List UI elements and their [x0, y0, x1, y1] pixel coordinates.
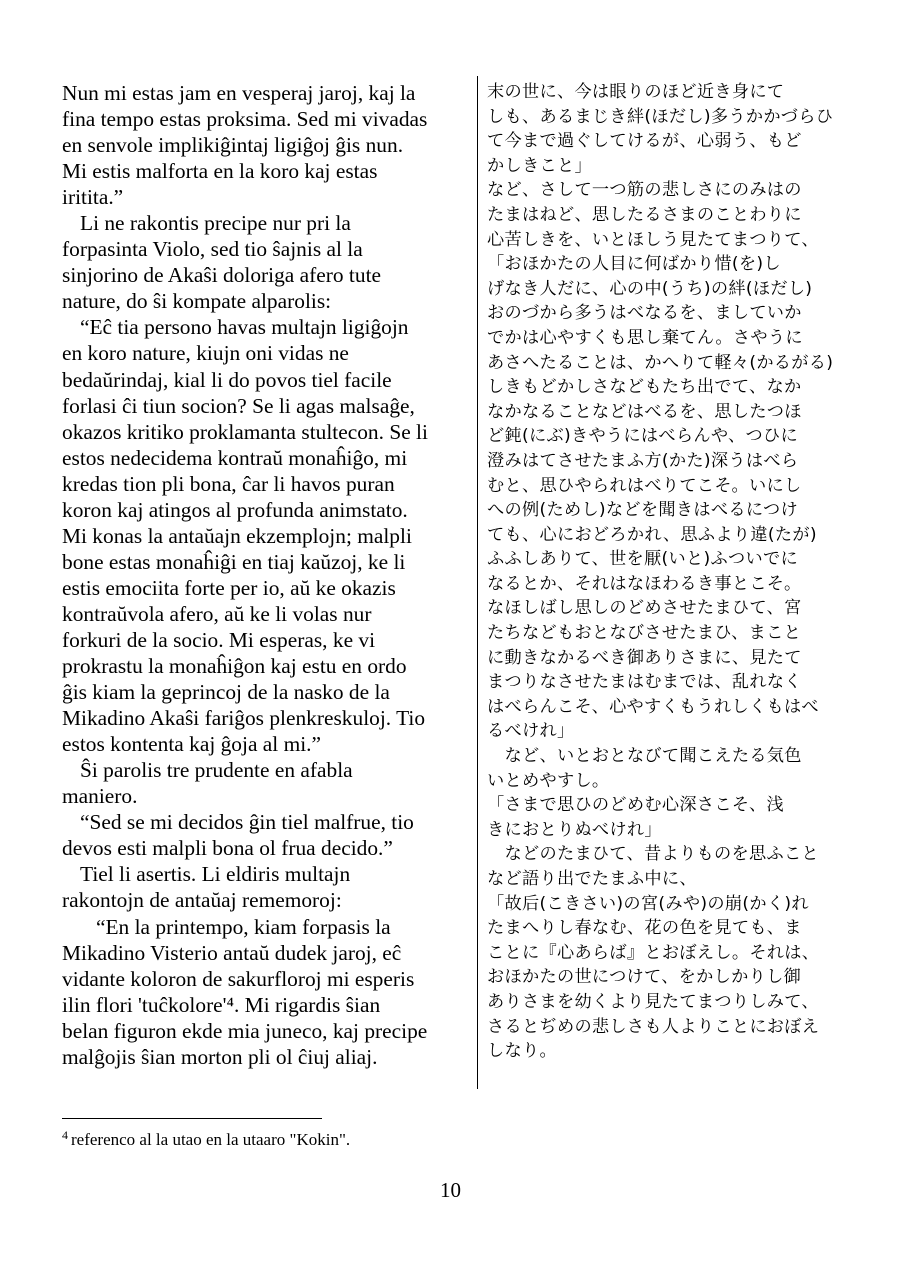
esperanto-line-text: kredas tion pli bona, ĉar li havos puran	[62, 471, 395, 496]
esperanto-line-text: Tiel li asertis. Li eldiris multajn	[80, 862, 351, 887]
japanese-line: 「故后(こきさい)の宮(みや)の崩(かく)れ	[487, 893, 809, 914]
esperanto-line-text: nature, do ŝi kompate alparolis:	[62, 289, 332, 314]
japanese-line: でかは心やすくも思し棄てん。さやうに	[487, 327, 803, 348]
esperanto-line-text: en senvole implikiĝintaj ligiĝoj ĝis nun.	[62, 133, 404, 158]
japanese-line: しきもどかしさなどもたち出でて、なか	[487, 377, 802, 398]
japanese-line: おほかたの世につけて、をかしかりし御	[487, 967, 802, 988]
esperanto-line	[62, 861, 470, 887]
esperanto-line-text: prokrastu la monaĥiĝon kaj estu en ordo	[62, 654, 407, 679]
esperanto-line	[62, 132, 470, 158]
japanese-line: いとめやすし。	[487, 770, 610, 791]
footnote-number: 4	[62, 1128, 68, 1142]
japanese-line: さるとぢめの悲しさも人よりことにおぼえ	[487, 1016, 820, 1037]
japanese-line: しも、あるまじき絆(ほだし)多うかかづらひ	[487, 106, 834, 127]
esperanto-line-text: forpasinta Violo, sed tio ŝajnis al la	[62, 237, 363, 262]
japanese-line: など、さして一つ筋の悲しさにのみはの	[487, 180, 802, 201]
esperanto-line-text: estos nedecidema kontraŭ monaĥiĝo, mi	[62, 445, 408, 470]
esperanto-line-text: Li ne rakontis precipe nur pri la	[80, 211, 351, 236]
japanese-line: て今まで過ぐしてけるが、心弱う、もど	[487, 131, 802, 152]
esperanto-line	[62, 523, 470, 549]
japanese-line: たまへりし春なむ、花の色を見ても、ま	[487, 918, 802, 939]
esperanto-line-text: malĝojis ŝian morton pli ol ĉiuj aliaj.	[62, 1044, 378, 1069]
esperanto-line	[62, 601, 470, 627]
japanese-line: むと、思ひやられはべりてこそ。いにし	[487, 475, 802, 496]
esperanto-line	[62, 653, 470, 679]
japanese-line: きにおとりぬべけれ」	[487, 819, 662, 840]
esperanto-line-text: kontraŭvola afero, aŭ ke li volas nur	[62, 601, 372, 626]
japanese-line: ても、心におどろかれ、思ふより違(たが)	[487, 524, 817, 545]
esperanto-line-text: forlasi ĉi tiun socion? Se li agas malsaĝe,	[62, 393, 415, 418]
esperanto-line	[62, 887, 470, 913]
japanese-line: たちなどもおとなびさせたまひ、まこと	[487, 623, 802, 644]
esperanto-line-text: “En la printempo, kiam forpasis la	[96, 914, 391, 939]
japanese-line: への例(ためし)などを聞きはべるにつけ	[487, 500, 798, 521]
esperanto-line-text: ĝis kiam la geprincoj de la nasko de la	[62, 680, 390, 705]
esperanto-line-text: Mi estis malforta en la koro kaj estas	[62, 159, 378, 184]
japanese-line: などのたまひて、昔よりものを思ふこと	[487, 844, 819, 865]
japanese-line: かしきこと」	[487, 155, 592, 176]
japanese-line: など、いとおとなびて聞こえたる気色	[487, 746, 802, 767]
esperanto-line-text: Mikadino Akaŝi fariĝos plenkreskuloj. Tio	[62, 706, 426, 731]
esperanto-line	[62, 992, 470, 1018]
japanese-line: はべらんこそ、心やすくもうれしくもはべ	[487, 696, 819, 717]
esperanto-line	[62, 731, 470, 757]
japanese-column	[487, 80, 847, 1064]
esperanto-line-text: Nun mi estas jam en vesperaj jaroj, kaj la	[62, 81, 416, 105]
japanese-line: 澄みはてさせたまふ方(かた)深うはべら	[487, 450, 799, 471]
esperanto-line-text: estis emociita forte per io, aŭ ke okazis	[62, 575, 396, 600]
japanese-line: まつりなさせたまはむまでは、乱れなく	[487, 672, 802, 693]
esperanto-line	[62, 549, 470, 575]
esperanto-line	[62, 210, 470, 236]
esperanto-column	[62, 80, 470, 1070]
esperanto-line	[62, 340, 470, 366]
esperanto-line-text: Mi konas la antaŭajn ekzemplojn; malpli	[62, 523, 412, 548]
japanese-line: 心苦しきを、いとほしう見たてまつりて、	[487, 229, 819, 250]
japanese-line: に動きなかるべき御ありさまに、見たて	[487, 647, 802, 668]
esperanto-line-text: bedaŭrindaj, kial li do povos tiel facile	[62, 367, 392, 392]
esperanto-line-text: en koro nature, kiujn oni vidas ne	[62, 341, 349, 366]
esperanto-line	[62, 236, 470, 262]
esperanto-line	[62, 627, 470, 653]
page-number: 10	[440, 1178, 461, 1202]
esperanto-line-text: maniero.	[62, 784, 138, 809]
japanese-line: 末の世に、今は眼りのほど近き身にて	[487, 82, 785, 102]
esperanto-line	[62, 419, 470, 445]
japanese-line: たまはねど、思したるさまのことわりに	[487, 204, 802, 225]
esperanto-line-text: devos esti malpli bona ol frua decido.”	[62, 836, 393, 861]
esperanto-line	[62, 471, 470, 497]
japanese-line: しなり。	[487, 1041, 557, 1062]
esperanto-line-text: ilin flori 'tuĉkolore'⁴. Mi rigardis ŝian	[62, 992, 381, 1017]
esperanto-line	[62, 497, 470, 523]
esperanto-line	[62, 705, 470, 731]
esperanto-line	[62, 679, 470, 705]
esperanto-line-text: “Eĉ tia persono havas multajn ligiĝojn	[80, 315, 409, 340]
esperanto-line-text: “Sed se mi decidos ĝin tiel malfrue, tio	[80, 810, 414, 835]
esperanto-line-text: belan figuron ekde mia juneco, kaj precipe	[62, 1018, 428, 1043]
esperanto-line-text: iritita.”	[62, 185, 124, 210]
esperanto-line	[62, 262, 470, 288]
column-divider	[477, 76, 478, 1089]
japanese-line: など語り出でたまふ中に、	[487, 869, 697, 889]
japanese-line: ふふしありて、世を厭(いと)ふついでに	[487, 549, 798, 570]
footnote	[62, 1128, 350, 1150]
esperanto-line-text: vidante koloron de sakurfloroj mi esperis	[62, 966, 415, 991]
japanese-line: げなき人だに、心の中(うち)の絆(ほだし)	[487, 278, 813, 299]
esperanto-line	[62, 1044, 470, 1070]
esperanto-line	[62, 106, 470, 132]
japanese-line: なほしばし思しのどめさせたまひて、宮	[487, 598, 802, 619]
esperanto-line	[62, 835, 470, 861]
japanese-line: なかなることなどはべるを、思したつほ	[487, 401, 802, 422]
japanese-line: 「おほかたの人目に何ばかり惜(を)し	[487, 254, 781, 275]
japanese-line: るべけれ」	[487, 721, 575, 742]
footnote-text: referenco al la utao en la utaaro "Kokin".	[71, 1130, 351, 1149]
esperanto-line	[62, 966, 470, 992]
esperanto-line	[62, 575, 470, 601]
japanese-line: ど鈍(にぶ)きやうにはべらんや、つひに	[487, 426, 798, 447]
esperanto-line-text: forkuri de la socio. Mi esperas, ke vi	[62, 627, 376, 652]
esperanto-line	[62, 314, 470, 340]
japanese-line: 「さまで思ひのどめむ心深さこそ、浅	[487, 795, 784, 816]
esperanto-line	[62, 445, 470, 471]
esperanto-line	[62, 393, 470, 419]
esperanto-line	[62, 367, 470, 393]
esperanto-line-text: Ŝi parolis tre prudente en afabla	[80, 758, 353, 783]
japanese-line: ことに『心あらば』とおぼえし。それは、	[487, 942, 820, 963]
esperanto-line	[62, 914, 470, 940]
esperanto-line-text: rakontojn de antaŭaj rememoroj:	[62, 888, 342, 913]
esperanto-line	[62, 940, 470, 966]
esperanto-line-text: sinjorino de Akaŝi doloriga afero tute	[62, 263, 381, 288]
esperanto-line	[62, 783, 470, 809]
japanese-line: ありさまを幼くより見たてまつりしみて、	[487, 991, 819, 1012]
esperanto-line	[62, 757, 470, 783]
footnote-separator	[62, 1118, 322, 1119]
japanese-line: あさへたることは、かへりて軽々(かるがる)	[487, 352, 834, 373]
esperanto-line	[62, 158, 470, 184]
esperanto-line-text: Mikadino Visterio antaŭ dudek jaroj, eĉ	[62, 940, 402, 965]
esperanto-line-text: bone estas monaĥiĝi en tiaj kaŭzoj, ke li	[62, 549, 406, 574]
esperanto-line	[62, 288, 470, 314]
japanese-line: なるとか、それはなほわるき事とこそ。	[487, 573, 802, 594]
esperanto-line-text: estos kontenta kaj ĝoja al mi.”	[62, 732, 321, 757]
esperanto-line-text: koron kaj atingos al profunda animstato.	[62, 497, 408, 522]
esperanto-line-text: fina tempo estas proksima. Sed mi vivadas	[62, 107, 428, 132]
esperanto-line-text: okazos kritiko proklamanta stultecon. Se li	[62, 419, 428, 444]
esperanto-line	[62, 184, 470, 210]
esperanto-line	[62, 1018, 470, 1044]
esperanto-line	[62, 80, 470, 106]
japanese-line: おのづから多うはべなるを、ましていか	[487, 303, 802, 324]
esperanto-line	[62, 809, 470, 835]
